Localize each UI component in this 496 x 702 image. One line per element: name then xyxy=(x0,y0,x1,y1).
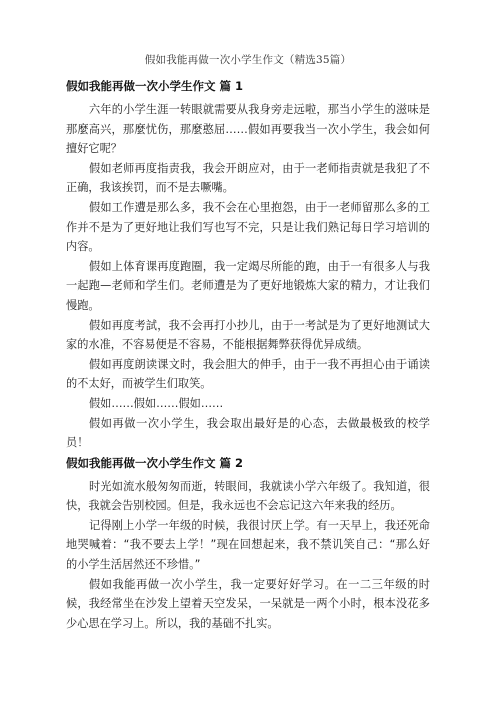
essay-section-2 xyxy=(66,453,430,634)
paragraph: 假如再度朗读课文时，我会胆大的伸手，由于一我不再担心由于诵读的不太好，而被学生们取笑。 xyxy=(66,357,430,391)
section-heading: 假如我能再做一次小学生作文 篇 1 xyxy=(66,79,244,93)
document-title: 假如我能再做一次小学生作文（精选35篇） xyxy=(144,54,352,66)
document-body xyxy=(66,76,430,633)
paragraph: 记得刚上小学一年级的时候，我很讨厌上学。有一天早上，我还死命地哭喊着：“我不要去上学！”现在回想起来，我不禁讥笑自己：“那么好的小学生活居然还不珍惜。” xyxy=(66,518,430,572)
paragraph: 假如……假如……假如…… xyxy=(88,396,224,410)
paragraph: 假如再做一次小学生，我会取出最好是的心态，去做最极致的校学员！ xyxy=(66,416,430,450)
paragraph: 假如我能再做一次小学生，我一定要好好学习。在一二三年级的时候，我经常坐在沙发上望着天空发呆，一呆就是一两个小时，根本没花多少心思在学习上。所以，我的基础不扎实。 xyxy=(66,577,430,630)
paragraph: 假如上体育课再度跑圈，我一定竭尽所能的跑，由于一有很多人与我一起跑—老师和学生们。老师遭是为了更好地锻炼大家的精力，才让我们慢跑。 xyxy=(66,259,430,312)
paragraph: 假如老师再度指责我，我会开朗应对，由于一老师指责就是我犯了不正确，我该挨罚，而不是去噘嘴。 xyxy=(66,161,430,195)
paragraph: 假如再度考試，我不会再打小抄儿，由于一考試是为了更好地测试大家的水准，不容易便是不容易，不能根据舞弊获得优异成绩。 xyxy=(66,318,430,352)
paragraph: 六年的小学生涯一转眼就需要从我身旁走远啦，那当小学生的滋味是那麼高兴，那麼忧伤，那麼憨屈……假如再要我当一次小学生，我会如何擅好它呢？ xyxy=(66,103,430,156)
section-heading: 假如我能再做一次小学生作文 篇 2 xyxy=(66,455,244,470)
essay-section-1 xyxy=(66,76,430,453)
paragraph: 假如工作遭是那么多，我不会在心里抱怨，由于一老师留那么多的工作并不是为了更好地让我们写也写不完，只是让我们熟记每日学习培训的内容。 xyxy=(66,200,430,254)
paragraph: 时光如流水般匆匆而逝，转眼间，我就读小学六年级了。我知道，很快，我就会告别校园。但是，我永远也不会忘记这六年来我的经历。 xyxy=(66,479,430,513)
